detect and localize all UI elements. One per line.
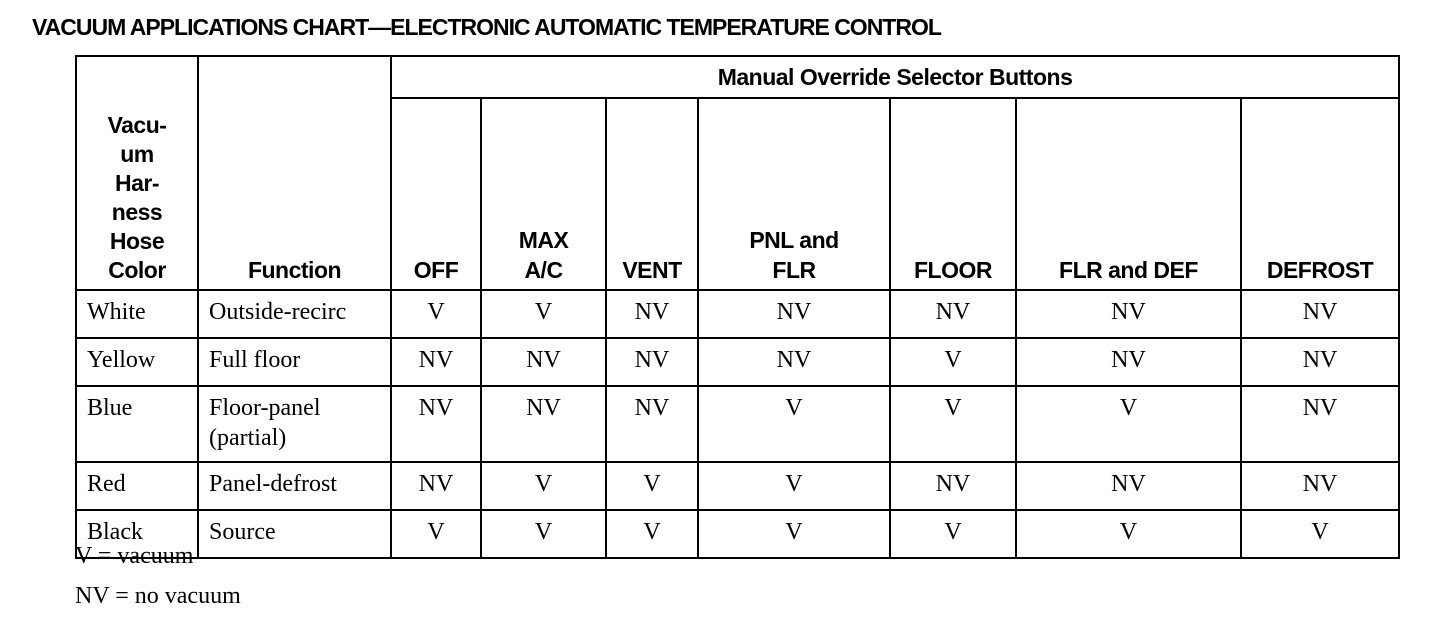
value-cell: NV (1016, 462, 1241, 510)
hose-color-cell: Yellow (76, 338, 198, 386)
value-cell: V (698, 386, 890, 462)
selector-buttons-group-header: Manual Override Selector Buttons (391, 56, 1399, 98)
function-header: Function (198, 56, 391, 290)
button-header-pnl-and-flr: PNL and FLR (698, 98, 890, 290)
value-cell: V (698, 462, 890, 510)
value-cell: V (481, 462, 606, 510)
value-cell: V (606, 462, 698, 510)
hose-color-header: Vacu- um Har- ness Hose Color (76, 56, 198, 290)
value-cell: NV (606, 386, 698, 462)
function-cell: Outside-recirc (198, 290, 391, 338)
value-cell: NV (606, 290, 698, 338)
legend-vacuum: V = vacuum (75, 543, 194, 569)
value-cell: V (481, 510, 606, 558)
table-row (76, 290, 1399, 338)
function-cell: Panel-defrost (198, 462, 391, 510)
value-cell: V (606, 510, 698, 558)
value-cell: V (1016, 510, 1241, 558)
hose-color-cell: Red (76, 462, 198, 510)
value-cell: NV (1016, 290, 1241, 338)
function-cell: Full floor (198, 338, 391, 386)
function-cell: Source (198, 510, 391, 558)
value-cell: NV (391, 462, 481, 510)
button-header-max-ac: MAX A/C (481, 98, 606, 290)
chart-title: VACUUM APPLICATIONS CHART—ELECTRONIC AUTOMATIC TEMPERATURE CONTROL (32, 14, 941, 40)
button-header-flr-and-def: FLR and DEF (1016, 98, 1241, 290)
value-cell: V (481, 290, 606, 338)
value-cell: V (1016, 386, 1241, 462)
value-cell: V (698, 510, 890, 558)
value-cell: NV (481, 338, 606, 386)
value-cell: NV (698, 290, 890, 338)
value-cell: NV (1241, 386, 1399, 462)
table-row (76, 386, 1399, 462)
table-row (76, 338, 1399, 386)
value-cell: NV (391, 386, 481, 462)
value-cell: NV (1241, 290, 1399, 338)
value-cell: V (391, 510, 481, 558)
value-cell: V (890, 338, 1016, 386)
button-header-defrost: DEFROST (1241, 98, 1399, 290)
legend-no-vacuum: NV = no vacuum (75, 583, 241, 609)
value-cell: NV (890, 290, 1016, 338)
hose-color-cell: Blue (76, 386, 198, 462)
value-cell: NV (1241, 462, 1399, 510)
value-cell: NV (1241, 338, 1399, 386)
function-cell: Floor-panel (partial) (198, 386, 391, 462)
value-cell: NV (1016, 338, 1241, 386)
value-cell: NV (890, 462, 1016, 510)
table-row (76, 462, 1399, 510)
value-cell: V (890, 510, 1016, 558)
value-cell: V (391, 290, 481, 338)
value-cell: NV (391, 338, 481, 386)
button-header-off: OFF (391, 98, 481, 290)
button-header-floor: FLOOR (890, 98, 1016, 290)
value-cell: V (890, 386, 1016, 462)
vacuum-applications-table (75, 55, 1400, 559)
value-cell: NV (698, 338, 890, 386)
value-cell: V (1241, 510, 1399, 558)
hose-color-cell: White (76, 290, 198, 338)
value-cell: NV (606, 338, 698, 386)
hose-color-cell: Black (76, 510, 198, 558)
button-header-vent: VENT (606, 98, 698, 290)
table-row (76, 510, 1399, 558)
value-cell: NV (481, 386, 606, 462)
